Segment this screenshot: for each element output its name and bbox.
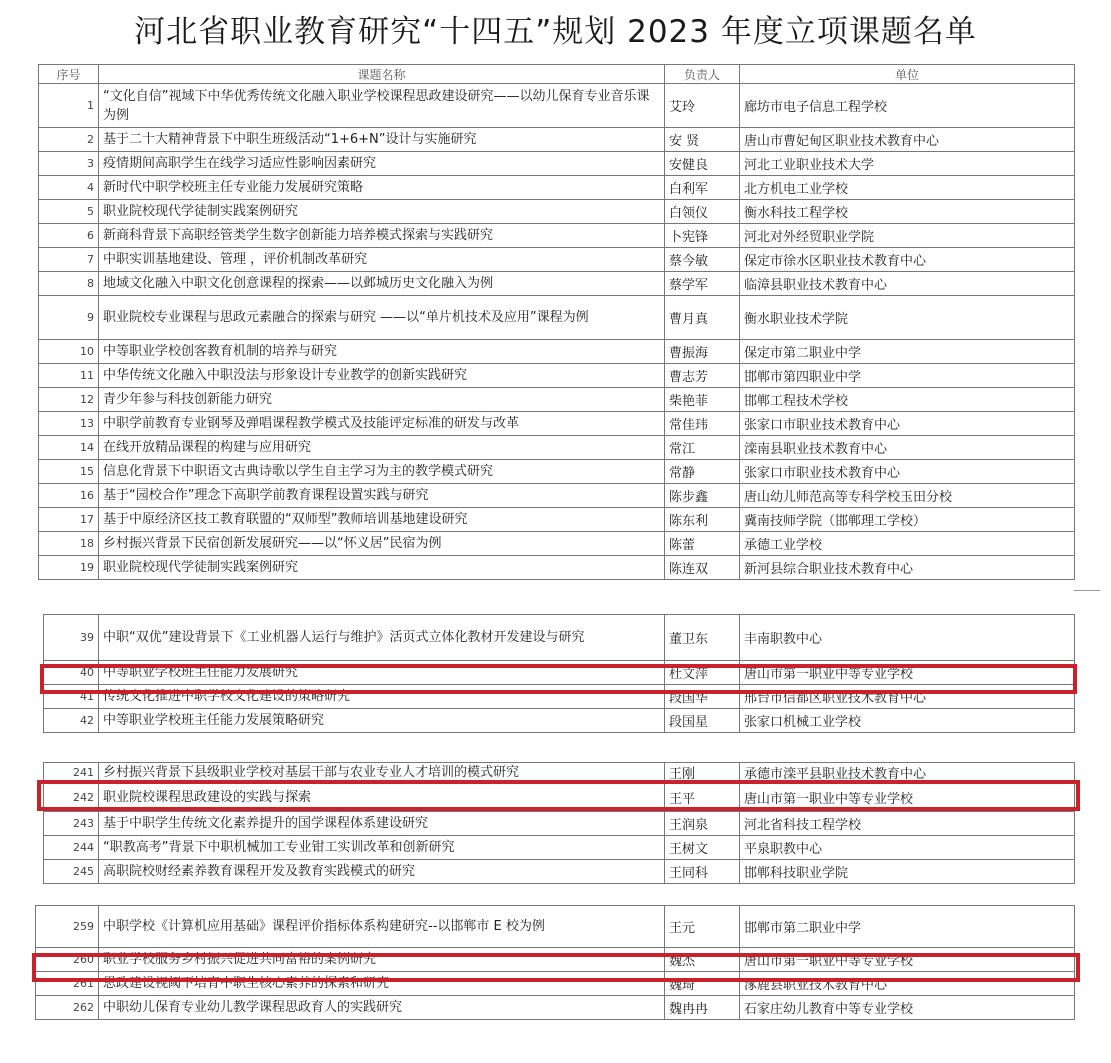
header-no: 序号 <box>39 65 99 84</box>
cell-number: 14 <box>39 436 99 460</box>
table-row <box>39 484 1075 508</box>
cell-person: 陈连双 <box>665 556 740 580</box>
table-row <box>39 508 1075 532</box>
project-table-part-3 <box>43 762 1075 884</box>
cell-number: 9 <box>39 296 99 340</box>
table-row <box>44 812 1075 836</box>
cell-person: 王润泉 <box>665 812 740 836</box>
cell-number: 244 <box>44 836 99 860</box>
table-row <box>36 972 1075 996</box>
cell-topic: 中华传统文化融入中职没法与形象设计专业教学的创新实践研究 <box>99 364 665 388</box>
table-row <box>39 152 1075 176</box>
cell-person: 常江 <box>665 436 740 460</box>
cell-unit: 丰南职教中心 <box>740 615 1075 661</box>
table-row <box>36 948 1075 972</box>
cell-unit: 唐山市第一职业中等专业学校 <box>740 661 1075 685</box>
cell-topic: 中等职业学校班主任能力发展研究 <box>99 661 665 685</box>
cell-person: 段国星 <box>665 709 740 733</box>
cell-topic: 中职实训基地建设、管理 ，评价机制改革研究 <box>99 248 665 272</box>
cell-topic: 在线开放精品课程的构建与应用研究 <box>99 436 665 460</box>
cell-number: 10 <box>39 340 99 364</box>
cell-unit: 滦南县职业技术教育中心 <box>740 436 1075 460</box>
cell-person: 白领仪 <box>665 200 740 224</box>
cell-person: 常静 <box>665 460 740 484</box>
cell-number: 262 <box>36 996 99 1020</box>
table-row <box>39 412 1075 436</box>
cell-person: 陈步鑫 <box>665 484 740 508</box>
cell-person: 柴艳菲 <box>665 388 740 412</box>
page-title: 河北省职业教育研究“十四五”规划 2023 年度立项课题名单 <box>134 14 977 50</box>
cell-topic: 职业院校现代学徒制实践案例研究 <box>99 200 665 224</box>
cell-topic: 新商科背景下高职经管类学生数字创新能力培养模式探索与实践研究 <box>99 224 665 248</box>
cell-unit: 衡水科技工程学校 <box>740 200 1075 224</box>
cell-unit: 河北工业职业技术大学 <box>740 152 1075 176</box>
table-row <box>39 128 1075 152</box>
cell-unit: 北方机电工业学校 <box>740 176 1075 200</box>
cell-topic: 基于中原经济区技工教育联盟的“双师型”教师培训基地建设研究 <box>99 508 665 532</box>
cell-topic: 中职学前教育专业钢琴及弹唱课程教学模式及技能评定标准的研发与改革 <box>99 412 665 436</box>
cell-person: 曹振海 <box>665 340 740 364</box>
cell-unit: 承德工业学校 <box>740 532 1075 556</box>
table-row <box>39 364 1075 388</box>
table-row <box>39 200 1075 224</box>
cell-topic: 中等职业学校班主任能力发展策略研究 <box>99 709 665 733</box>
cell-unit: 冀南技师学院（邯郸理工学校） <box>740 508 1075 532</box>
cell-person: 卜宪锋 <box>665 224 740 248</box>
cell-number: 18 <box>39 532 99 556</box>
cell-person: 曹志芳 <box>665 364 740 388</box>
cell-person: 蔡今敏 <box>665 248 740 272</box>
cell-number: 4 <box>39 176 99 200</box>
table-row <box>44 763 1075 783</box>
cell-person: 陈东利 <box>665 508 740 532</box>
cell-person: 安健良 <box>665 152 740 176</box>
cell-unit: 邯郸市第二职业中学 <box>740 906 1075 948</box>
cell-unit: 张家口市职业技术教育中心 <box>740 460 1075 484</box>
table-row <box>39 556 1075 580</box>
cell-topic: 新时代中职学校班主任专业能力发展研究策略 <box>99 176 665 200</box>
table-row <box>44 783 1075 812</box>
cell-unit: 新河县综合职业技术教育中心 <box>740 556 1075 580</box>
cell-person: 曹月真 <box>665 296 740 340</box>
cell-person: 蔡学军 <box>665 272 740 296</box>
cell-unit: 邢台市信都区职业技术教育中心 <box>740 685 1075 709</box>
cell-number: 7 <box>39 248 99 272</box>
cell-person: 魏冉冉 <box>665 996 740 1020</box>
cell-unit: 邯郸工程技术学校 <box>740 388 1075 412</box>
cell-person: 王元 <box>665 906 740 948</box>
header-person: 负责人 <box>665 65 740 84</box>
cell-person: 魏琦 <box>665 972 740 996</box>
cell-topic: 中等职业学校创客教育机制的培养与研究 <box>99 340 665 364</box>
cell-number: 15 <box>39 460 99 484</box>
table-row <box>44 836 1075 860</box>
cell-person: 杜文萍 <box>665 661 740 685</box>
cell-unit: 唐山市第一职业中等专业学校 <box>740 783 1075 812</box>
cell-topic: 基于“园校合作”理念下高职学前教育课程设置实践与研究 <box>99 484 665 508</box>
cell-unit: 保定市徐水区职业技术教育中心 <box>740 248 1075 272</box>
project-table-part-2 <box>43 614 1075 733</box>
cell-unit: 唐山市第一职业中等专业学校 <box>740 948 1075 972</box>
table-row <box>44 661 1075 685</box>
cell-unit: 邯郸市第四职业中学 <box>740 364 1075 388</box>
table-row <box>39 436 1075 460</box>
cell-unit: 唐山幼儿师范高等专科学校玉田分校 <box>740 484 1075 508</box>
cell-topic: 信息化背景下中职语文古典诗歌以学生自主学习为主的教学模式研究 <box>99 460 665 484</box>
cell-person: 王刚 <box>665 763 740 783</box>
cell-number: 39 <box>44 615 99 661</box>
cell-unit: 河北对外经贸职业学院 <box>740 224 1075 248</box>
table-row <box>44 615 1075 661</box>
table-row <box>36 996 1075 1020</box>
cell-number: 13 <box>39 412 99 436</box>
cell-unit: 张家口市职业技术教育中心 <box>740 412 1075 436</box>
header-topic: 课题名称 <box>99 65 665 84</box>
cell-unit: 平泉职教中心 <box>740 836 1075 860</box>
cell-topic: 基于中职学生传统文化素养提升的国学课程体系建设研究 <box>99 812 665 836</box>
table-row <box>39 388 1075 412</box>
cell-person: 王树文 <box>665 836 740 860</box>
cell-unit: 保定市第二职业中学 <box>740 340 1075 364</box>
project-table-part-1 <box>38 64 1075 580</box>
table-row <box>39 460 1075 484</box>
cell-unit: 承德市滦平县职业技术教育中心 <box>740 763 1075 783</box>
cell-number: 242 <box>44 783 99 812</box>
cell-topic: 职业院校专业课程与思政元素融合的探索与研究 ——以“单片机技术及应用”课程为例 <box>99 296 665 340</box>
cell-topic: 乡村振兴背景下民宿创新发展研究——以“怀义居”民宿为例 <box>99 532 665 556</box>
cell-person: 陈蕾 <box>665 532 740 556</box>
cell-topic: 职业院校现代学徒制实践案例研究 <box>99 556 665 580</box>
table-row <box>36 906 1075 948</box>
table-row <box>39 296 1075 340</box>
cell-person: 王同科 <box>665 860 740 884</box>
table-row <box>39 224 1075 248</box>
cell-number: 42 <box>44 709 99 733</box>
cell-topic: 高职院校财经素养教育课程开发及教育实践模式的研究 <box>99 860 665 884</box>
cell-person: 艾玲 <box>665 84 740 128</box>
cell-person: 魏杰 <box>665 948 740 972</box>
cell-number: 19 <box>39 556 99 580</box>
cell-topic: “文化自信”视域下中华优秀传统文化融入职业学校课程思政建设研究——以幼儿保育专业音乐课为例 <box>99 84 665 128</box>
cell-unit: 河北省科技工程学校 <box>740 812 1075 836</box>
cell-number: 11 <box>39 364 99 388</box>
table-row <box>44 709 1075 733</box>
right-edge-rule <box>1074 590 1100 591</box>
project-table-part-4 <box>35 905 1075 1020</box>
cell-unit: 唐山市曹妃甸区职业技术教育中心 <box>740 128 1075 152</box>
cell-topic: 思政建设视阈下培育中职生核心素养的探索和研究 <box>99 972 665 996</box>
table-row <box>39 532 1075 556</box>
cell-number: 241 <box>44 763 99 783</box>
table-row <box>39 84 1075 128</box>
cell-number: 261 <box>36 972 99 996</box>
cell-unit: 邯郸科技职业学院 <box>740 860 1075 884</box>
cell-person: 段国华 <box>665 685 740 709</box>
table-header-row <box>39 65 1075 84</box>
cell-number: 260 <box>36 948 99 972</box>
table-row <box>44 685 1075 709</box>
cell-unit: 石家庄幼儿教育中等专业学校 <box>740 996 1075 1020</box>
cell-number: 259 <box>36 906 99 948</box>
table-row <box>39 340 1075 364</box>
cell-number: 243 <box>44 812 99 836</box>
cell-number: 6 <box>39 224 99 248</box>
cell-person: 安 贤 <box>665 128 740 152</box>
table-row <box>39 176 1075 200</box>
cell-number: 40 <box>44 661 99 685</box>
cell-person: 王平 <box>665 783 740 812</box>
table-row <box>39 248 1075 272</box>
cell-topic: 中职幼儿保育专业幼儿教学课程思政育人的实践研究 <box>99 996 665 1020</box>
cell-number: 2 <box>39 128 99 152</box>
cell-unit: 衡水职业技术学院 <box>740 296 1075 340</box>
table-row <box>39 272 1075 296</box>
cell-unit: 张家口机械工业学校 <box>740 709 1075 733</box>
cell-number: 16 <box>39 484 99 508</box>
cell-topic: 疫情期间高职学生在线学习适应性影响因素研究 <box>99 152 665 176</box>
cell-topic: 传统文化推进中职学校文化建设的策略研究 <box>99 685 665 709</box>
cell-person: 白利军 <box>665 176 740 200</box>
cell-topic: 乡村振兴背景下县级职业学校对基层干部与农业专业人才培训的模式研究 <box>99 763 665 783</box>
cell-number: 245 <box>44 860 99 884</box>
cell-number: 12 <box>39 388 99 412</box>
cell-topic: 职业院校课程思政建设的实践与探索 <box>99 783 665 812</box>
cell-topic: 中职学校《计算机应用基础》课程评价指标体系构建研究--以邯郸市 E 校为例 <box>99 906 665 948</box>
cell-number: 3 <box>39 152 99 176</box>
cell-unit: 涿鹿县职业技术教育中心 <box>740 972 1075 996</box>
cell-number: 17 <box>39 508 99 532</box>
table-row <box>44 860 1075 884</box>
cell-topic: 基于二十大精神背景下中职生班级活动“1+6+N”设计与实施研究 <box>99 128 665 152</box>
cell-person: 董卫东 <box>665 615 740 661</box>
header-unit: 单位 <box>740 65 1075 84</box>
cell-topic: 中职“双优”建设背景下《工业机器人运行与维护》活页式立体化教材开发建设与研究 <box>99 615 665 661</box>
cell-topic: “职教高考”背景下中职机械加工专业钳工实训改革和创新研究 <box>99 836 665 860</box>
cell-number: 5 <box>39 200 99 224</box>
cell-topic: 青少年参与科技创新能力研究 <box>99 388 665 412</box>
cell-number: 1 <box>39 84 99 128</box>
cell-number: 8 <box>39 272 99 296</box>
cell-topic: 地域文化融入中职文化创意课程的探索——以邺城历史文化融入为例 <box>99 272 665 296</box>
cell-unit: 廊坊市电子信息工程学校 <box>740 84 1075 128</box>
cell-person: 常佳玮 <box>665 412 740 436</box>
cell-number: 41 <box>44 685 99 709</box>
cell-topic: 职业学校服务乡村振兴促进共同富裕的案例研究 <box>99 948 665 972</box>
cell-unit: 临漳县职业技术教育中心 <box>740 272 1075 296</box>
